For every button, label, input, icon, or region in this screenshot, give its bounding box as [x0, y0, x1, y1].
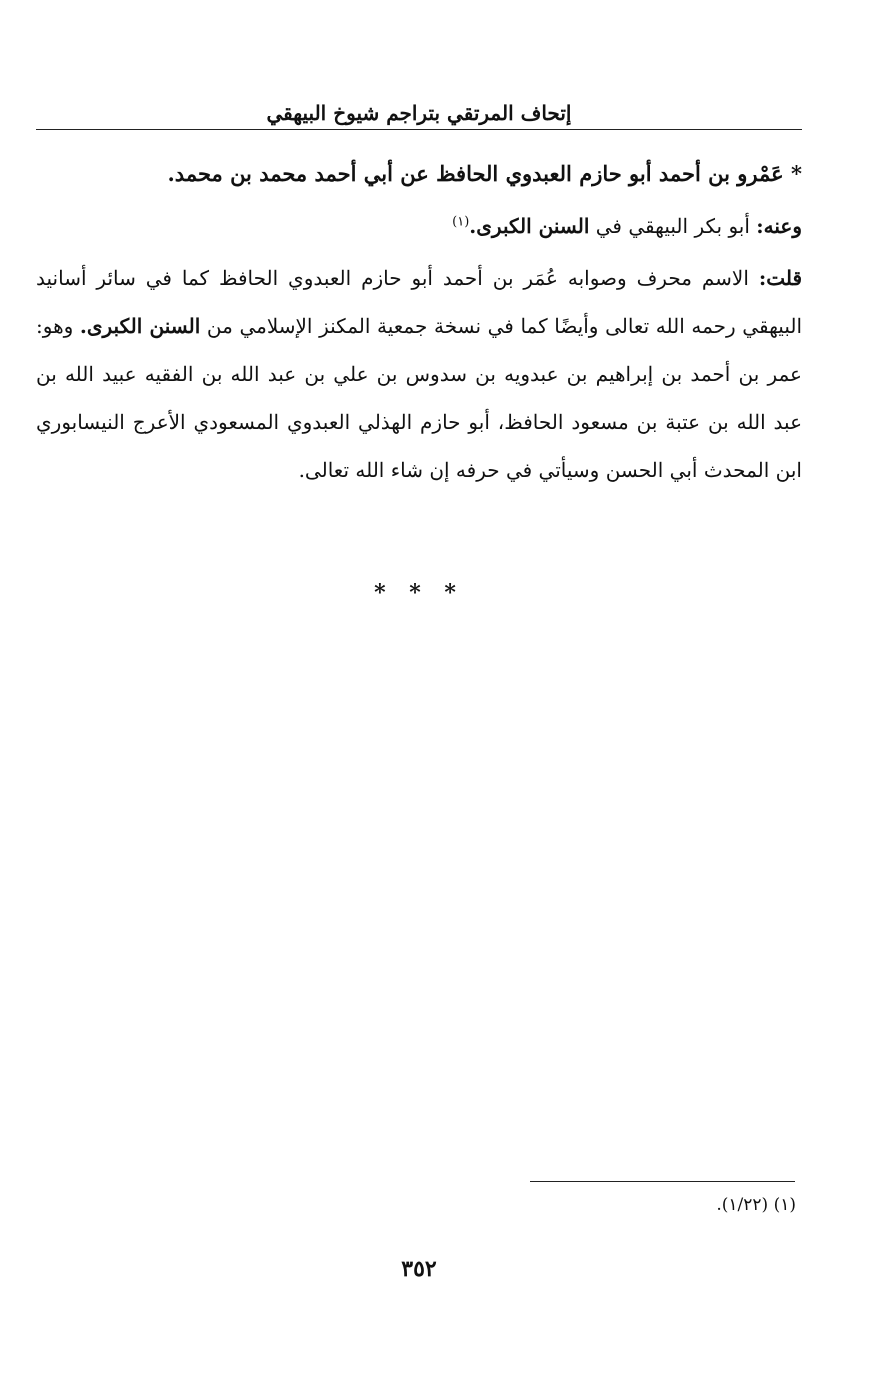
comment-text-2: وهو: عمر بن أحمد بن إبراهيم بن عبدويه بن سدوس بن علي بن عبد الله بن الفقيه عبيد الله بن عبد الله بن عتبة بن مسعود الحافظ، أبو حازم الهذلي العبدوي المسعودي الأعرج النيسابوري ابن المحدث أبي الحسن وسيأتي في حرفه إن شاء الله تعالى.: [36, 314, 802, 482]
page-number: ٣٥٢: [401, 1256, 437, 1282]
comment-label: قلت:: [758, 266, 803, 290]
footnote-rule: [530, 1181, 795, 1182]
comment-paragraph: [36, 254, 802, 494]
running-head: إتحاف المرتقي بتراجم شيوخ البيهقي: [266, 101, 572, 125]
body-text: [36, 150, 802, 498]
footnote: (١) (١/٢٢).: [716, 1195, 796, 1215]
comment-text-1: الاسم محرف وصوابه عُمَر بن أحمد أبو حازم العبدوي الحافظ كما في سائر أسانيد البيهقي رحمه الله تعالى وأيضًا كما في نسخة جمعية المكنز الإسلامي من: [36, 266, 803, 338]
narrator-paragraph: [36, 202, 802, 250]
narrator-label: وعنه:: [756, 214, 802, 238]
comment-book: السنن الكبرى.: [79, 314, 201, 338]
entry-heading: [36, 150, 802, 198]
entry-marker: *: [791, 161, 802, 186]
entry-heading-text: عَمْرو بن أحمد أبو حازم العبدوي الحافظ عن أبي أحمد محمد بن محمد.: [167, 161, 784, 186]
header-rule: [36, 129, 802, 130]
narrator-book: السنن الكبرى.: [469, 214, 590, 238]
narrator-text: أبو بكر البيهقي في: [595, 214, 750, 238]
section-separator: * * *: [374, 580, 464, 606]
footnote-ref: (١): [452, 214, 470, 230]
